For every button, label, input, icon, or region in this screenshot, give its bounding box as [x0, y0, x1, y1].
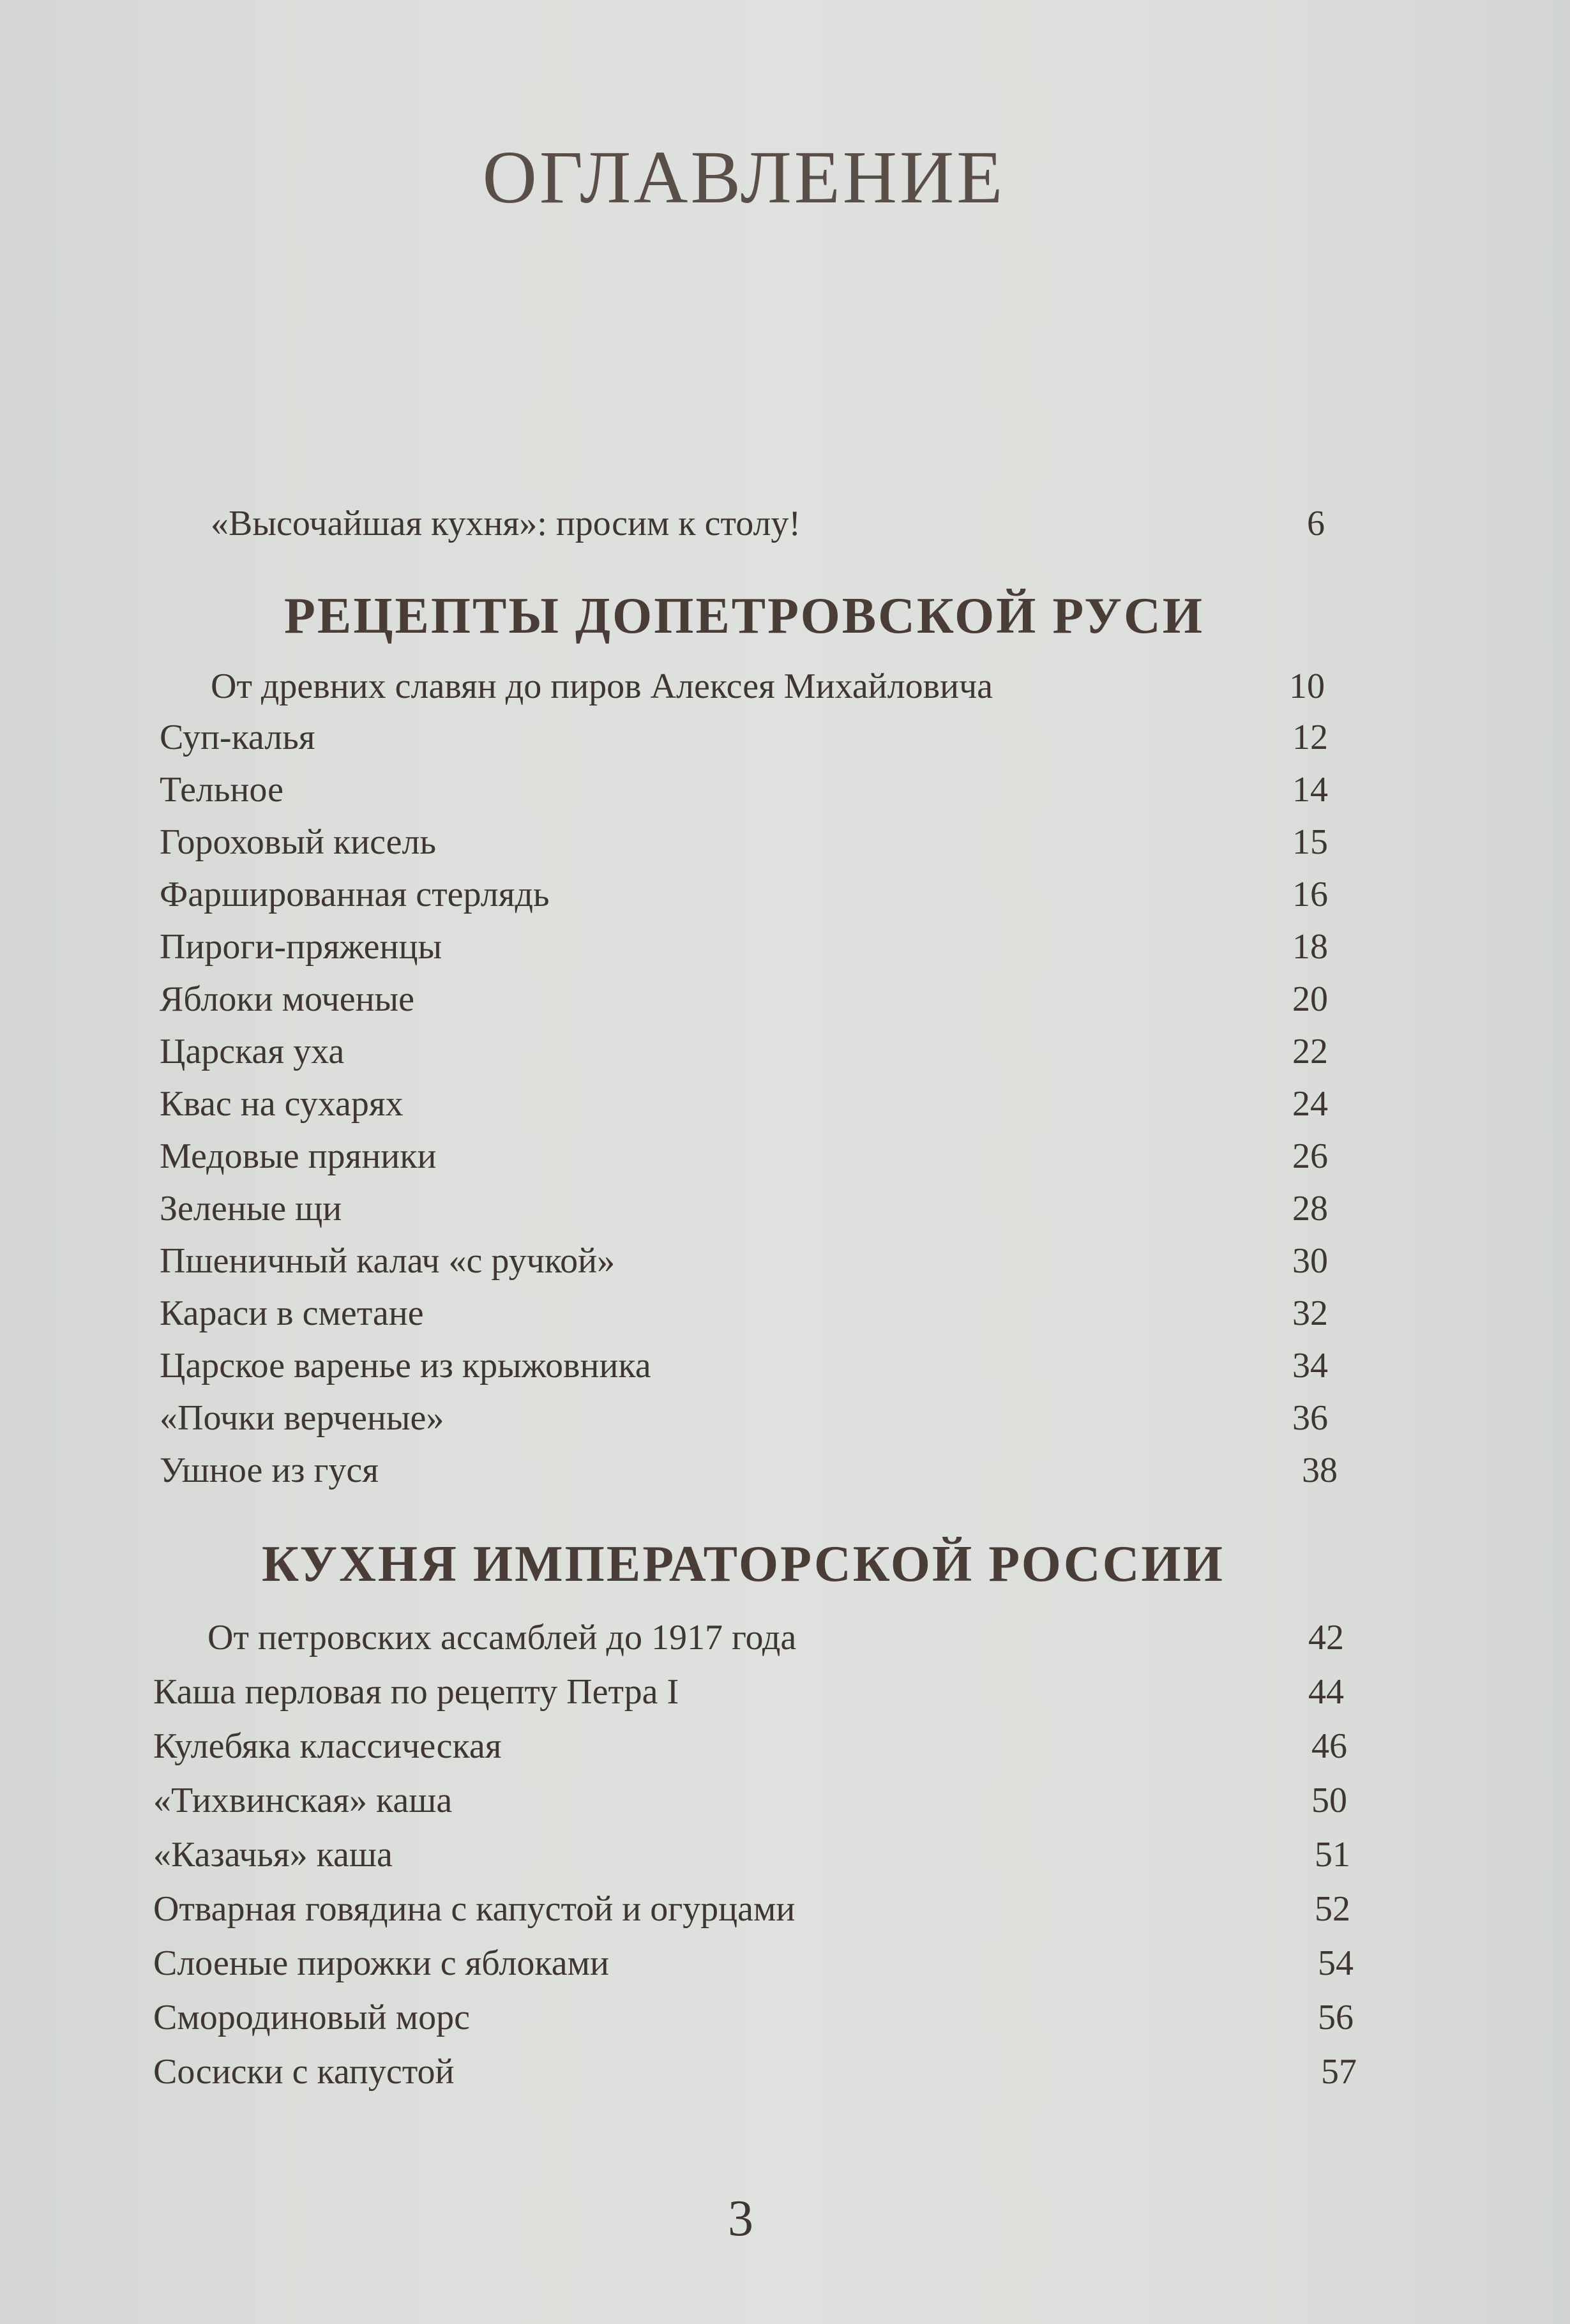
toc-entry-page: 38 [1302, 1451, 1338, 1490]
page-title: ОГЛАВЛЕНИЕ [482, 135, 1006, 219]
toc-entry-page: 28 [1292, 1189, 1328, 1228]
toc-entry-label: Царская уха [160, 1032, 345, 1071]
toc-entry-label: Тельное [160, 770, 283, 810]
section-heading: РЕЦЕПТЫ ДОПЕТРОВСКОЙ РУСИ [284, 588, 1204, 644]
page-number: 3 [728, 2191, 753, 2247]
toc-entry-label: Смородиновый морс [153, 1998, 470, 2037]
toc-entry-label: «Высочайшая кухня»: просим к столу! [211, 504, 801, 543]
toc-entry-page: 56 [1318, 1998, 1354, 2037]
toc-entry-label: Сосиски с капустой [153, 2052, 455, 2092]
toc-entry-label: Гороховый кисель [160, 822, 437, 862]
toc-entry-label: Пироги-пряженцы [160, 927, 442, 967]
toc-entry-page: 14 [1292, 770, 1328, 810]
toc-entry-label: Яблоки моченые [160, 979, 415, 1019]
toc-entry-label: Медовые пряники [160, 1136, 437, 1176]
toc-entry-page: 22 [1292, 1032, 1328, 1071]
toc-entry-label: Зеленые щи [160, 1189, 342, 1228]
toc-entry-label: «Почки верченые» [160, 1398, 444, 1438]
toc-entry-page: 57 [1321, 2052, 1357, 2092]
toc-entry-label: «Тихвинская» каша [153, 1781, 453, 1820]
toc-entry-label: Слоеные пирожки с яблоками [153, 1943, 609, 1983]
toc-entry-page: 51 [1315, 1835, 1350, 1875]
toc-entry-page: 42 [1308, 1618, 1344, 1657]
toc-entry-page: 30 [1292, 1241, 1328, 1281]
toc-entry-page: 46 [1311, 1726, 1347, 1766]
toc-entry-page: 12 [1292, 718, 1328, 757]
toc-entry-page: 18 [1292, 927, 1328, 967]
toc-entry-label: Царское варенье из крыжовника [160, 1346, 651, 1385]
toc-entry-label: От петровских ассамблей до 1917 года [208, 1618, 797, 1657]
toc-entry-label: Каша перловая по рецепту Петра I [153, 1672, 679, 1712]
toc-entry-label: «Казачья» каша [153, 1835, 393, 1875]
toc-entry-label: Фаршированная стерлядь [160, 875, 550, 914]
toc-entry-label: Отварная говядина с капустой и огурцами [153, 1889, 796, 1929]
toc-entry-label: Квас на сухарях [160, 1084, 404, 1124]
toc-entry-label: Пшеничный калач «с ручкой» [160, 1241, 615, 1281]
toc-entry-page: 50 [1311, 1781, 1347, 1820]
toc-entry-page: 32 [1292, 1294, 1328, 1333]
toc-entry-page: 52 [1315, 1889, 1350, 1929]
toc-entry-page: 54 [1318, 1943, 1354, 1983]
toc-entry-page: 10 [1289, 667, 1325, 706]
toc-entry-page: 15 [1292, 822, 1328, 862]
toc-entry-page: 20 [1292, 979, 1328, 1019]
toc-entry-page: 44 [1308, 1672, 1344, 1712]
toc-entry-label: От древних славян до пиров Алексея Михайловича [211, 667, 993, 706]
toc-entry-page: 26 [1292, 1136, 1328, 1176]
toc-entry-label: Кулебяка классическая [153, 1726, 502, 1766]
toc-entry-label: Ушное из гуся [160, 1451, 379, 1490]
toc-entry-label: Суп-калья [160, 718, 315, 757]
toc-entry-page: 16 [1292, 875, 1328, 914]
section-heading: КУХНЯ ИМПЕРАТОРСКОЙ РОССИИ [262, 1536, 1225, 1592]
toc-entry-label: Караси в сметане [160, 1294, 424, 1333]
toc-entry-page: 34 [1292, 1346, 1328, 1385]
toc-entry-page: 36 [1292, 1398, 1328, 1438]
toc-entry-page: 24 [1292, 1084, 1328, 1124]
toc-entry-page: 6 [1307, 504, 1325, 543]
